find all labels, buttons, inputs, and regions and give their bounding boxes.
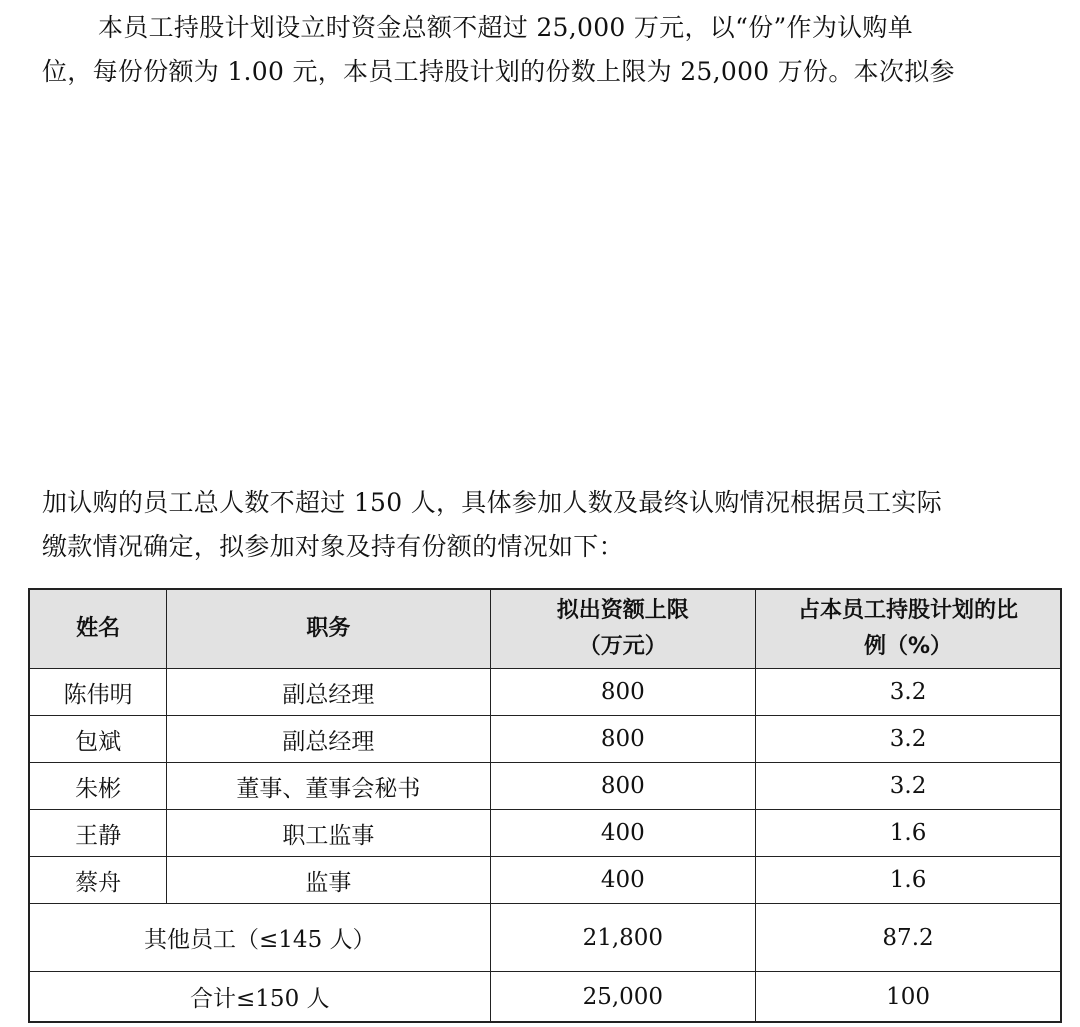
paragraph-top-line-2: 位，每份份额为 1.00 元，本员工持股计划的份数上限为 25,000 万份。本次拟参	[42, 57, 955, 86]
table-row	[29, 763, 1061, 810]
cell-amount: 400	[490, 810, 756, 857]
header-ratio-line-2: 例（%）	[864, 634, 953, 659]
total-amount: 25,000	[490, 972, 756, 1023]
total-label: 合计≤150 人	[29, 972, 490, 1023]
cell-amount: 400	[490, 857, 756, 904]
header-amount	[490, 589, 756, 669]
others-ratio: 87.2	[756, 904, 1061, 972]
paragraph-bottom	[42, 481, 1058, 569]
table-header-row	[29, 589, 1061, 669]
paragraph-bottom-line-2: 缴款情况确定，拟参加对象及持有份额的情况如下：	[42, 532, 624, 561]
table-row	[29, 810, 1061, 857]
cell-ratio: 3.2	[756, 716, 1061, 763]
paragraph-top	[42, 6, 1058, 94]
cell-name: 陈伟明	[29, 669, 167, 716]
cell-amount: 800	[490, 763, 756, 810]
cell-ratio: 1.6	[756, 857, 1061, 904]
holding-table	[28, 588, 1062, 1023]
cell-ratio: 1.6	[756, 810, 1061, 857]
table-row-others	[29, 904, 1061, 972]
table-row-total	[29, 972, 1061, 1023]
header-amount-line-2: （万元）	[578, 634, 667, 659]
cell-amount: 800	[490, 669, 756, 716]
cell-title: 董事、董事会秘书	[167, 763, 490, 810]
header-name: 姓名	[29, 589, 167, 669]
paragraph-top-line-1: 本员工持股计划设立时资金总额不超过 25,000 万元，以“份”作为认购单	[98, 13, 914, 42]
cell-title: 副总经理	[167, 669, 490, 716]
header-amount-line-1: 拟出资额上限	[556, 598, 689, 623]
others-label: 其他员工（≤145 人）	[29, 904, 490, 972]
cell-ratio: 3.2	[756, 763, 1061, 810]
header-ratio-line-1: 占本员工持股计划的比	[798, 598, 1019, 623]
table-row	[29, 716, 1061, 763]
header-ratio	[756, 589, 1061, 669]
cell-amount: 800	[490, 716, 756, 763]
cell-title: 副总经理	[167, 716, 490, 763]
table-row	[29, 857, 1061, 904]
cell-name: 王静	[29, 810, 167, 857]
total-ratio: 100	[756, 972, 1061, 1023]
table-row	[29, 669, 1061, 716]
others-amount: 21,800	[490, 904, 756, 972]
cell-name: 朱彬	[29, 763, 167, 810]
cell-name: 蔡舟	[29, 857, 167, 904]
cell-name: 包斌	[29, 716, 167, 763]
cell-title: 监事	[167, 857, 490, 904]
cell-ratio: 3.2	[756, 669, 1061, 716]
cell-title: 职工监事	[167, 810, 490, 857]
header-title: 职务	[167, 589, 490, 669]
paragraph-bottom-line-1: 加认购的员工总人数不超过 150 人，具体参加人数及最终认购情况根据员工实际	[42, 488, 943, 517]
